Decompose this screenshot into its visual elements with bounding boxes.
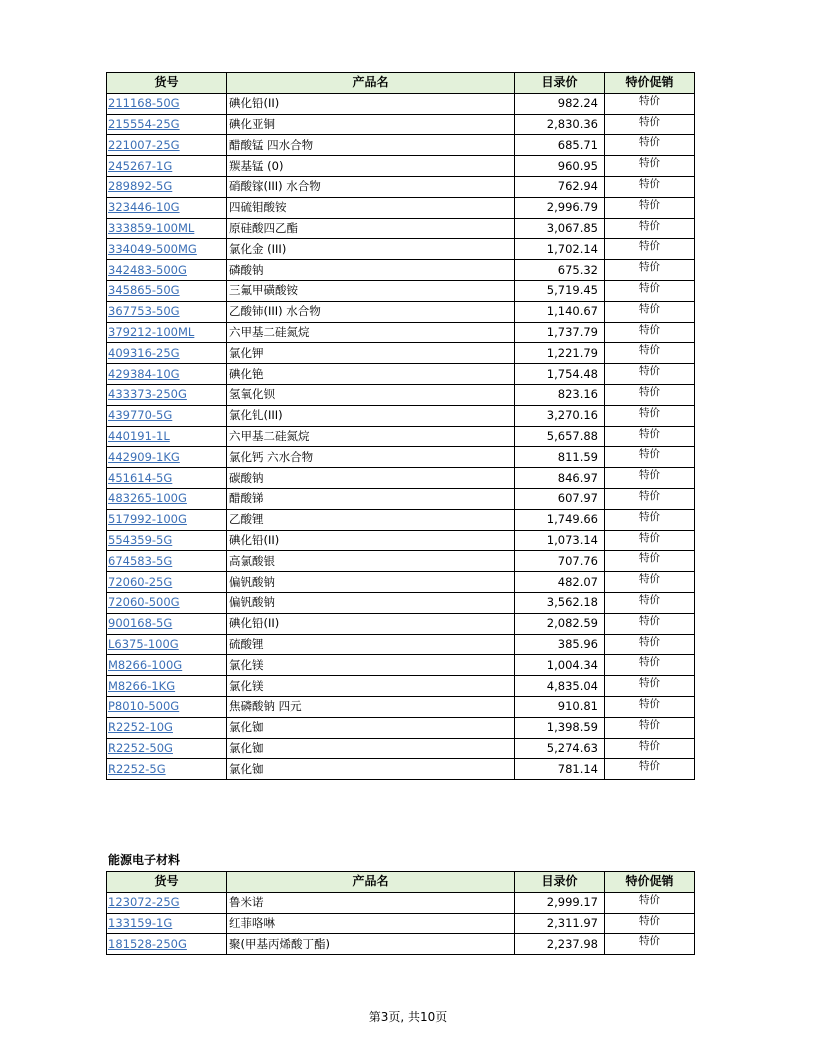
price-table-main — [106, 72, 695, 780]
product-sku-link[interactable]: 221007-25G — [107, 135, 227, 156]
promotion-label: 特价 — [605, 738, 695, 759]
promotion-label: 特价 — [605, 613, 695, 634]
product-sku-link[interactable]: R2252-10G — [107, 717, 227, 738]
header-sku: 货号 — [107, 872, 227, 893]
section-title: 能源电子材料 — [108, 853, 181, 867]
promotion-label: 特价 — [605, 696, 695, 717]
header-promotion: 特价促销 — [605, 73, 695, 94]
table-row — [107, 676, 695, 697]
table-row — [107, 322, 695, 343]
catalog-price: 675.32 — [515, 260, 605, 281]
catalog-price: 960.95 — [515, 156, 605, 177]
promotion-label: 特价 — [605, 468, 695, 489]
promotion-label: 特价 — [605, 913, 695, 934]
catalog-price: 1,140.67 — [515, 301, 605, 322]
product-name: 醋酸锑 — [227, 488, 515, 509]
product-sku-link[interactable]: M8266-100G — [107, 655, 227, 676]
catalog-price: 1,398.59 — [515, 717, 605, 738]
promotion-label: 特价 — [605, 93, 695, 114]
catalog-price: 1,073.14 — [515, 530, 605, 551]
product-name: 六甲基二硅氮烷 — [227, 322, 515, 343]
product-sku-link[interactable]: 900168-5G — [107, 613, 227, 634]
product-name: 碘化铅(II) — [227, 613, 515, 634]
product-name: 醋酸锰 四水合物 — [227, 135, 515, 156]
header-catalog-price: 目录价 — [515, 73, 605, 94]
catalog-price: 4,835.04 — [515, 676, 605, 697]
catalog-price: 982.24 — [515, 93, 605, 114]
promotion-label: 特价 — [605, 301, 695, 322]
catalog-price: 846.97 — [515, 468, 605, 489]
table-row — [107, 934, 695, 955]
product-sku-link[interactable]: 674583-5G — [107, 551, 227, 572]
table-row — [107, 738, 695, 759]
catalog-price: 1,004.34 — [515, 655, 605, 676]
table-row — [107, 135, 695, 156]
price-table-energy-electronics — [106, 871, 695, 955]
catalog-price: 5,657.88 — [515, 426, 605, 447]
product-sku-link[interactable]: 429384-10G — [107, 364, 227, 385]
table-row — [107, 551, 695, 572]
product-name: 氯化铷 — [227, 717, 515, 738]
promotion-label: 特价 — [605, 447, 695, 468]
table-row — [107, 364, 695, 385]
product-name: 四硫钼酸铵 — [227, 197, 515, 218]
promotion-label: 特价 — [605, 634, 695, 655]
product-sku-link[interactable]: 123072-25G — [107, 892, 227, 913]
product-name: 氯化铷 — [227, 738, 515, 759]
catalog-price: 762.94 — [515, 176, 605, 197]
promotion-label: 特价 — [605, 218, 695, 239]
catalog-price: 823.16 — [515, 384, 605, 405]
table-row — [107, 176, 695, 197]
promotion-label: 特价 — [605, 530, 695, 551]
catalog-price: 385.96 — [515, 634, 605, 655]
table-row — [107, 759, 695, 780]
product-sku-link[interactable]: 442909-1KG — [107, 447, 227, 468]
product-name: 碘化铯 — [227, 364, 515, 385]
promotion-label: 特价 — [605, 364, 695, 385]
table-row — [107, 655, 695, 676]
product-name: 乙酸铈(III) 水合物 — [227, 301, 515, 322]
table-row — [107, 260, 695, 281]
promotion-label: 特价 — [605, 114, 695, 135]
table-row — [107, 717, 695, 738]
product-sku-link[interactable]: 483265-100G — [107, 488, 227, 509]
promotion-label: 特价 — [605, 934, 695, 955]
table-row — [107, 405, 695, 426]
product-sku-link[interactable]: 334049-500MG — [107, 239, 227, 260]
product-name: 碘化铅(II) — [227, 93, 515, 114]
product-sku-link[interactable]: 345865-50G — [107, 280, 227, 301]
promotion-label: 特价 — [605, 280, 695, 301]
product-name: 磷酸钠 — [227, 260, 515, 281]
product-name: 偏钒酸钠 — [227, 572, 515, 593]
product-sku-link[interactable]: 133159-1G — [107, 913, 227, 934]
table-row — [107, 447, 695, 468]
product-sku-link[interactable]: 323446-10G — [107, 197, 227, 218]
promotion-label: 特价 — [605, 488, 695, 509]
promotion-label: 特价 — [605, 197, 695, 218]
product-name: 硫酸锂 — [227, 634, 515, 655]
header-promotion: 特价促销 — [605, 872, 695, 893]
product-sku-link[interactable]: L6375-100G — [107, 634, 227, 655]
header-product-name: 产品名 — [227, 73, 515, 94]
catalog-price: 1,754.48 — [515, 364, 605, 385]
product-sku-link[interactable]: 215554-25G — [107, 114, 227, 135]
catalog-price: 781.14 — [515, 759, 605, 780]
product-sku-link[interactable]: 367753-50G — [107, 301, 227, 322]
table-row — [107, 468, 695, 489]
promotion-label: 特价 — [605, 426, 695, 447]
product-name: 氯化镁 — [227, 655, 515, 676]
catalog-price: 2,311.97 — [515, 913, 605, 934]
product-name: 氯化钾 — [227, 343, 515, 364]
table-row — [107, 426, 695, 447]
product-sku-link[interactable]: R2252-50G — [107, 738, 227, 759]
product-sku-link[interactable]: 554359-5G — [107, 530, 227, 551]
product-name: 高氯酸银 — [227, 551, 515, 572]
promotion-label: 特价 — [605, 176, 695, 197]
product-sku-link[interactable]: 433373-250G — [107, 384, 227, 405]
header-catalog-price: 目录价 — [515, 872, 605, 893]
product-sku-link[interactable]: 409316-25G — [107, 343, 227, 364]
product-name: 原硅酸四乙酯 — [227, 218, 515, 239]
promotion-label: 特价 — [605, 156, 695, 177]
table-row — [107, 343, 695, 364]
product-sku-link[interactable]: 72060-25G — [107, 572, 227, 593]
catalog-price: 811.59 — [515, 447, 605, 468]
catalog-price: 3,270.16 — [515, 405, 605, 426]
table-header-row — [107, 73, 695, 94]
promotion-label: 特价 — [605, 384, 695, 405]
table-row — [107, 156, 695, 177]
product-name: 偏钒酸钠 — [227, 592, 515, 613]
table-row — [107, 114, 695, 135]
product-name: 氯化钆(III) — [227, 405, 515, 426]
catalog-price: 1,702.14 — [515, 239, 605, 260]
product-sku-link[interactable]: 333859-100ML — [107, 218, 227, 239]
table-row — [107, 634, 695, 655]
table-row — [107, 613, 695, 634]
table-row — [107, 530, 695, 551]
price-table-main-body — [107, 93, 695, 779]
product-sku-link[interactable]: M8266-1KG — [107, 676, 227, 697]
product-name: 氢氧化钡 — [227, 384, 515, 405]
product-sku-link[interactable]: R2252-5G — [107, 759, 227, 780]
table-row — [107, 384, 695, 405]
product-name: 氯化钙 六水合物 — [227, 447, 515, 468]
product-name: 碳酸钠 — [227, 468, 515, 489]
product-name: 三氟甲磺酸铵 — [227, 280, 515, 301]
product-sku-link[interactable]: 342483-500G — [107, 260, 227, 281]
product-name: 氯化铷 — [227, 759, 515, 780]
table-row — [107, 488, 695, 509]
product-name: 六甲基二硅氮烷 — [227, 426, 515, 447]
table-row — [107, 301, 695, 322]
table-row — [107, 509, 695, 530]
promotion-label: 特价 — [605, 655, 695, 676]
table-row — [107, 913, 695, 934]
catalog-price: 1,221.79 — [515, 343, 605, 364]
table-row — [107, 197, 695, 218]
promotion-label: 特价 — [605, 322, 695, 343]
promotion-label: 特价 — [605, 759, 695, 780]
product-sku-link[interactable]: 451614-5G — [107, 468, 227, 489]
promotion-label: 特价 — [605, 509, 695, 530]
promotion-label: 特价 — [605, 260, 695, 281]
promotion-label: 特价 — [605, 676, 695, 697]
product-name: 硝酸镓(III) 水合物 — [227, 176, 515, 197]
catalog-price: 910.81 — [515, 696, 605, 717]
product-name: 聚(甲基丙烯酸丁酯) — [227, 934, 515, 955]
product-sku-link[interactable]: P8010-500G — [107, 696, 227, 717]
table-row — [107, 592, 695, 613]
product-sku-link[interactable]: 379212-100ML — [107, 322, 227, 343]
catalog-price: 2,830.36 — [515, 114, 605, 135]
product-name: 乙酸锂 — [227, 509, 515, 530]
price-table-energy-electronics-body — [107, 892, 695, 954]
product-sku-link[interactable]: 440191-1L — [107, 426, 227, 447]
product-name: 氯化金 (III) — [227, 239, 515, 260]
promotion-label: 特价 — [605, 592, 695, 613]
product-name: 焦磷酸钠 四元 — [227, 696, 515, 717]
catalog-price: 607.97 — [515, 488, 605, 509]
header-product-name: 产品名 — [227, 872, 515, 893]
catalog-price: 2,996.79 — [515, 197, 605, 218]
product-name: 红菲咯啉 — [227, 913, 515, 934]
promotion-label: 特价 — [605, 572, 695, 593]
catalog-price: 1,737.79 — [515, 322, 605, 343]
table-row — [107, 93, 695, 114]
table-row — [107, 696, 695, 717]
product-sku-link[interactable]: 517992-100G — [107, 509, 227, 530]
catalog-price: 482.07 — [515, 572, 605, 593]
catalog-price: 685.71 — [515, 135, 605, 156]
table-row — [107, 239, 695, 260]
product-name: 碘化亚铜 — [227, 114, 515, 135]
product-sku-link[interactable]: 289892-5G — [107, 176, 227, 197]
promotion-label: 特价 — [605, 892, 695, 913]
catalog-price: 3,562.18 — [515, 592, 605, 613]
catalog-price: 2,237.98 — [515, 934, 605, 955]
table-row — [107, 892, 695, 913]
catalog-price: 3,067.85 — [515, 218, 605, 239]
catalog-price: 707.76 — [515, 551, 605, 572]
table-header-row — [107, 872, 695, 893]
product-sku-link[interactable]: 72060-500G — [107, 592, 227, 613]
product-name: 碘化铅(II) — [227, 530, 515, 551]
catalog-price: 2,082.59 — [515, 613, 605, 634]
promotion-label: 特价 — [605, 551, 695, 572]
product-sku-link[interactable]: 439770-5G — [107, 405, 227, 426]
promotion-label: 特价 — [605, 343, 695, 364]
promotion-label: 特价 — [605, 717, 695, 738]
catalog-price: 5,719.45 — [515, 280, 605, 301]
product-sku-link[interactable]: 181528-250G — [107, 934, 227, 955]
promotion-label: 特价 — [605, 405, 695, 426]
product-name: 鲁米诺 — [227, 892, 515, 913]
promotion-label: 特价 — [605, 135, 695, 156]
product-name: 羰基锰 (0) — [227, 156, 515, 177]
catalog-price: 2,999.17 — [515, 892, 605, 913]
table-row — [107, 280, 695, 301]
promotion-label: 特价 — [605, 239, 695, 260]
catalog-price: 1,749.66 — [515, 509, 605, 530]
product-sku-link[interactable]: 211168-50G — [107, 93, 227, 114]
table-row — [107, 218, 695, 239]
product-name: 氯化镁 — [227, 676, 515, 697]
product-sku-link[interactable]: 245267-1G — [107, 156, 227, 177]
page-number: 第3页, 共10页 — [368, 1010, 448, 1024]
table-row — [107, 572, 695, 593]
header-sku: 货号 — [107, 73, 227, 94]
catalog-price: 5,274.63 — [515, 738, 605, 759]
